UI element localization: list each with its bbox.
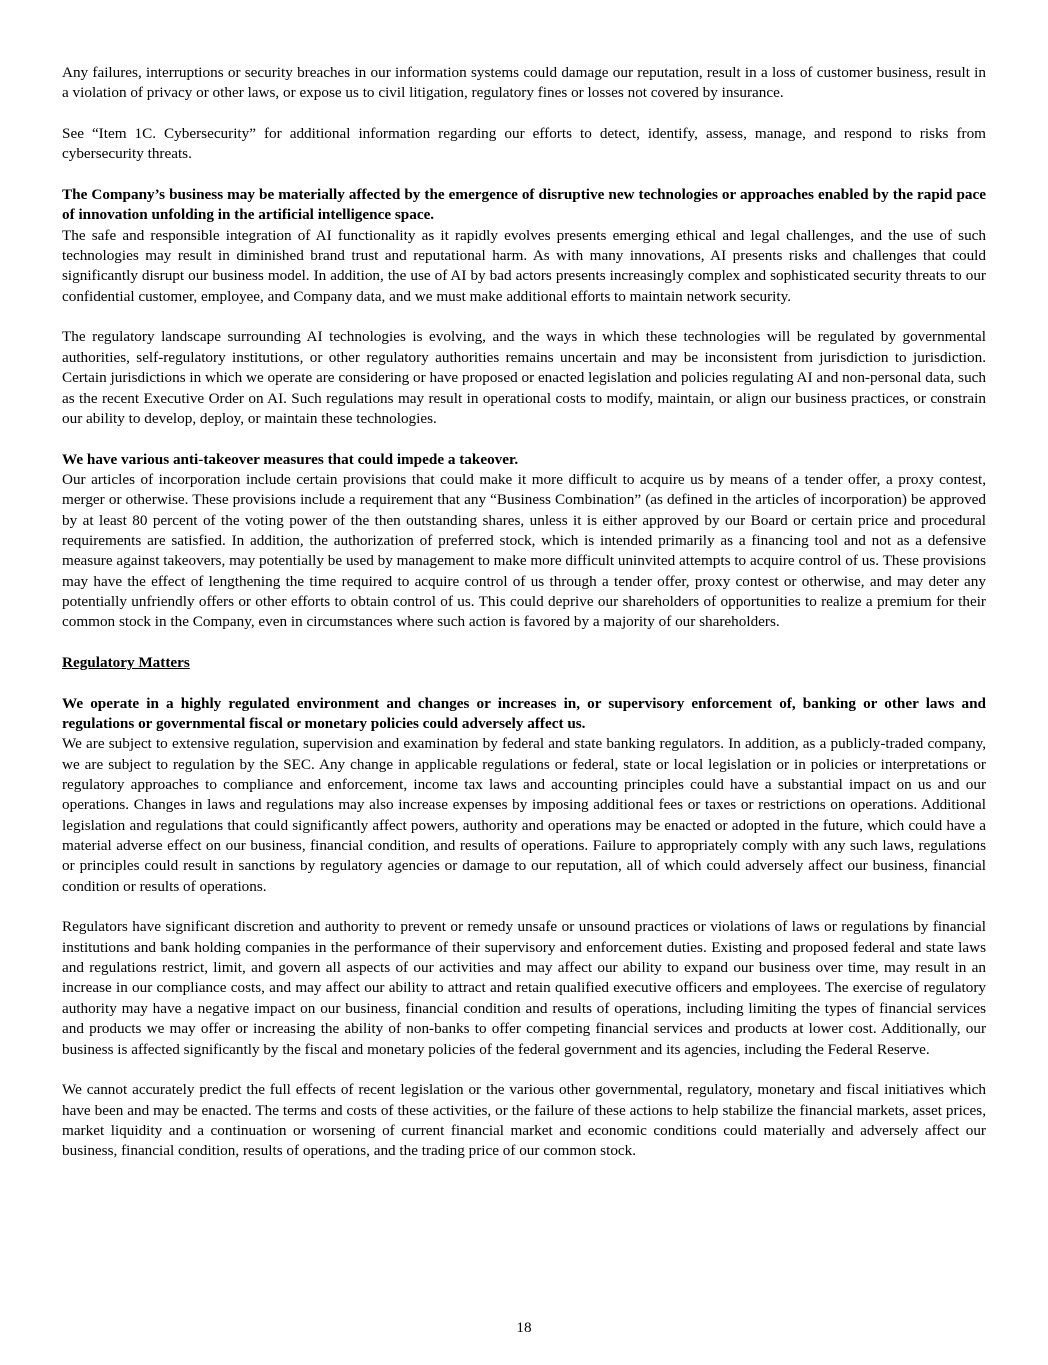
paragraph: Regulators have significant discretion and authority to prevent or remedy unsafe or unsound practices or violations of laws or regulations by financial institutions and bank holding companies in the performance of their supervisory and enforcement duties. Existing and proposed federal and state laws and regulations restrict, limit, and govern all aspects of our activities and may affect our ability to expand our business over time, may result in an increase in our compliance costs, and may affect our ability to attract and retain qualified executive officers and employees. The exercise of regulatory authority may have a negative impact on our business, financial condition and results of operations, including limiting the types of financial services and products we may offer or increasing the ability of non-banks to offer competing financial services and products at lower cost. Additionally, our business is affected significantly by the fiscal and monetary policies of the federal government and its agencies, including the Federal Reserve. [62,918,986,1058]
paragraph: We are subject to extensive regulation, supervision and examination by federal and state banking regulators. In addition, as a publicly-traded company, we are subject to regulation by the SEC. Any change in applicable regulations or federal, state or local legislation or in policies or interpretations or regulatory approaches to compliance and enforcement, income tax laws and accounting principles could have a substantial impact on us and our operations. Changes in laws and regulations may also increase expenses by imposing additional fees or taxes or restrictions on operations. Additional legislation and regulations that could significantly affect powers, authority and operations may be enacted or adopted in the future, which could have a material adverse effect on our business, financial condition, and results of operations. Failure to appropriately comply with any such laws, regulations or principles could result in sanctions by regulatory agencies or damage to our reputation, all of which could adversely affect our business, financial condition or results of operations. [62,735,986,895]
paragraph: The safe and responsible integration of AI functionality as it rapidly evolves presents emerging ethical and legal challenges, and the use of such technologies may result in diminished brand trust and reputational harm. As with many innovations, AI presents risks and challenges that could significantly disrupt our business model. In addition, the use of AI by bad actors presents increasingly complex and sophisticated security threats to our confidential customer, employee, and Company data, and we must make additional efforts to maintain network security. [62,226,986,305]
paragraph: Our articles of incorporation include certain provisions that could make it more difficult to acquire us by means of a tender offer, a proxy contest, merger or otherwise. These provisions include a requirement that any “Business Combination” (as defined in the articles of incorporation) be approved by at least 80 percent of the voting power of the then outstanding shares, unless it is either approved by our Board or certain price and procedural requirements are satisfied. In addition, the authorization of preferred stock, which is intended primarily as a financing tool and not as a defensive measure against takeovers, may potentially be used by management to make more difficult uninvited attempts to acquire control of us. These provisions may have the effect of lengthening the time required to acquire control of us through a tender offer, proxy contest or otherwise, and may deter any potentially unfriendly offers or other efforts to obtain control of us. This could deprive our shareholders of opportunities to realize a premium for their common stock in the Company, even in circumstances where such action is favored by a majority of our shareholders. [62,470,986,631]
risk-heading-takeover: We have various anti-takeover measures that could impede a takeover. [62,450,519,468]
document-body [62,63,986,1182]
risk-heading-ai: The Company’s business may be materially affected by the emergence of disruptive new technologies or approaches enabled by the rapid pace of innovation unfolding in the artificial intelligence space. [62,186,986,224]
paragraph: We cannot accurately predict the full effects of recent legislation or the various other governmental, regulatory, monetary and fiscal initiatives which have been and may be enacted. The terms and costs of these activities, or the failure of these actions to help stabilize the financial markets, asset prices, market liquidity and a continuation or worsening of current financial market and economic conditions could materially and adversely affect our business, financial condition, results of operations, and the trading price of our common stock. [62,1081,986,1160]
paragraph: Any failures, interruptions or security breaches in our information systems could damage our reputation, result in a loss of customer business, result in a violation of privacy or other laws, or expose us to civil litigation, regulatory fines or losses not covered by insurance. [62,64,986,102]
paragraph: The regulatory landscape surrounding AI technologies is evolving, and the ways in which these technologies will be regulated by governmental authorities, self-regulatory institutions, or other regulatory authorities remains uncertain and may be inconsistent from jurisdiction to jurisdiction. Certain jurisdictions in which we operate are considering or have proposed or enacted legislation and policies regulating AI and non-personal data, such as the recent Executive Order on AI. Such regulations may result in operational costs to modify, maintain, or align our business practices, or constrain our ability to develop, deploy, or maintain these technologies. [62,328,986,427]
section-heading-regulatory: Regulatory Matters [62,653,190,671]
page-number: 18 [516,1319,532,1336]
paragraph: See “Item 1C. Cybersecurity” for additional information regarding our efforts to detect, identify, assess, manage, and respond to risks from cybersecurity threats. [62,125,986,163]
risk-heading-regulated: We operate in a highly regulated environment and changes or increases in, or supervisory enforcement of, banking or other laws and regulations or governmental fiscal or monetary policies could adversely affect us. [62,694,986,732]
